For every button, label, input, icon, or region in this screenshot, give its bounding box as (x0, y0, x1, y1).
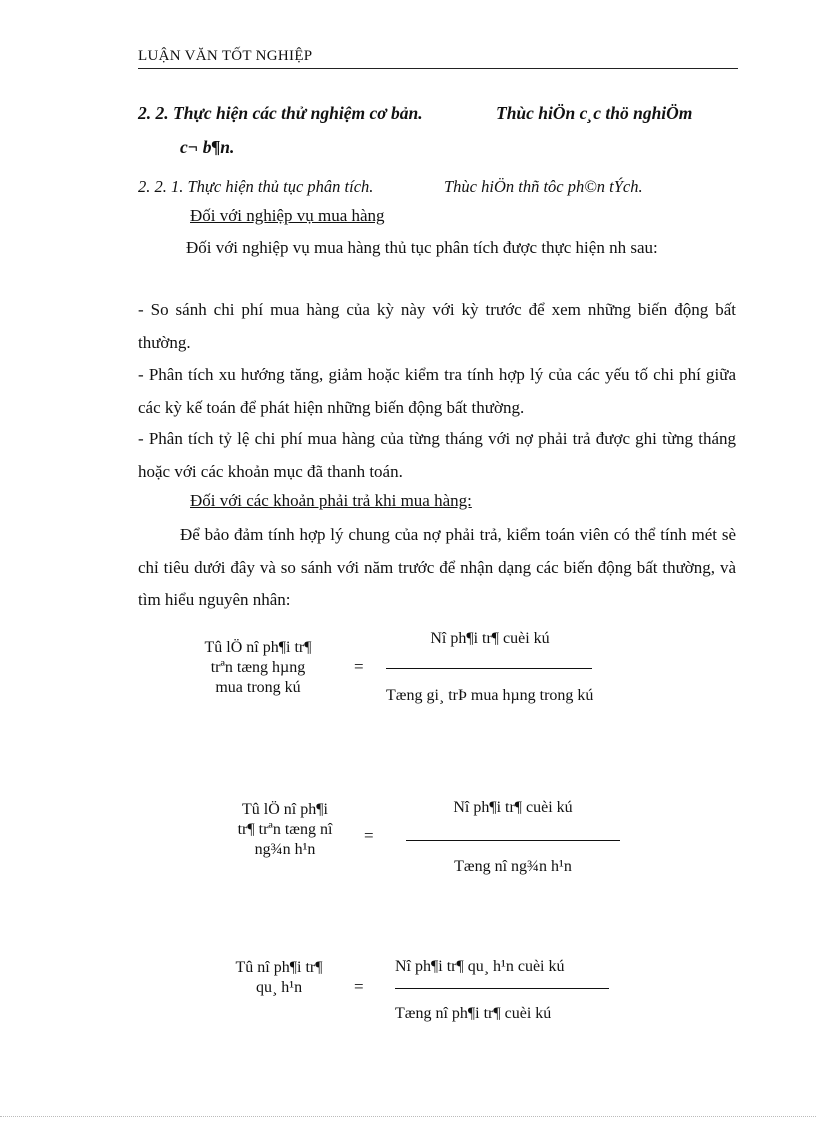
formula-2-equals: = (364, 826, 374, 845)
formula-3-denominator: Tæng nî ph¶i tr¶ cuèi kú (395, 1005, 552, 1022)
formula-1-fraction-bar (386, 668, 592, 669)
section-heading: 2. 2. Thực hiện các thử nghiệm cơ bản. (138, 103, 423, 123)
sub-heading: 2. 2. 1. Thực hiện thủ tục phân tích. (138, 177, 374, 196)
purchases-intro: Đối với nghiệp vụ mua hàng thủ tục phân tích được thực hiện nh sau: (186, 238, 658, 257)
purchases-bullet-2: - Phân tích xu hướng tăng, giảm hoặc kiểm tra tính hợp lý của các yếu tố chi phí giữa các kỳ kế toán để phát hiện những biến động bất thường. (138, 365, 736, 417)
purchases-title: Đối với nghiệp vụ mua hàng (190, 206, 385, 225)
formula-1-equals: = (354, 657, 364, 676)
formula-3-label-line: Tû nî ph¶i tr¶ (235, 959, 323, 976)
formula-2-numerator: Nî ph¶i tr¶ cuèi kú (453, 799, 573, 816)
formula-2-label-line: Tû lÖ nî ph¶i (242, 801, 328, 818)
formula-2-label (210, 800, 360, 860)
formula-3-label (206, 958, 352, 998)
formula-2-label-line: ng¾n h¹n (254, 841, 316, 858)
purchases-bullet-3: - Phân tích tỷ lệ chi phí mua hàng của từng tháng với nợ phải trả được ghi từng tháng hoặc với các khoản mục đã thanh toán. (138, 429, 736, 481)
section-heading-garbled: Thùc hiÖn c¸c thö nghiÖm (496, 103, 693, 123)
sub-heading-garbled: Thùc hiÖn thñ tôc ph©n tÝch. (444, 177, 643, 196)
formula-2-label-line: tr¶ trªn tæng nî (237, 821, 333, 838)
header-rule (138, 68, 738, 69)
page-bottom-divider (0, 1116, 816, 1117)
purchases-bullet-1: - So sánh chi phí mua hàng của kỳ này với kỳ trước để xem những biến động bất thường. (138, 300, 736, 352)
payables-title: Đối với các khoản phải trả khi mua hàng: (190, 491, 472, 510)
page-header-title: LUẬN VĂN TỐT NGHIỆP (138, 48, 313, 64)
formula-2-fraction-bar (406, 840, 620, 841)
formula-3-equals: = (354, 977, 364, 996)
formula-3-label-line: qu¸ h¹n (255, 979, 303, 996)
formula-1-label-line: mua trong kú (215, 679, 301, 696)
formula-1-denominator: Tæng gi¸ trÞ mua hµng trong kú (386, 687, 594, 704)
formula-2-denominator: Tæng nî ng¾n h¹n (454, 858, 572, 875)
formula-3-fraction-bar (395, 988, 609, 989)
formula-3-numerator: Nî ph¶i tr¶ qu¸ h¹n cuèi kú (395, 958, 565, 975)
formula-1-label-line: trªn tæng hµng (210, 659, 306, 676)
formula-1-label (178, 638, 338, 698)
payables-intro: Để bảo đảm tính hợp lý chung của nợ phải trả, kiểm toán viên có thể tính mét sè chỉ tiêu dưới đây và so sánh với năm trước để nhận dạng các biến động bất thường, và tìm hiểu nguyên nhân: (138, 525, 736, 609)
formula-1-numerator: Nî ph¶i tr¶ cuèi kú (430, 630, 550, 647)
section-heading-garbled-cont: c¬ b¶n. (180, 137, 235, 157)
formula-1-label-line: Tû lÖ nî ph¶i tr¶ (204, 639, 312, 656)
